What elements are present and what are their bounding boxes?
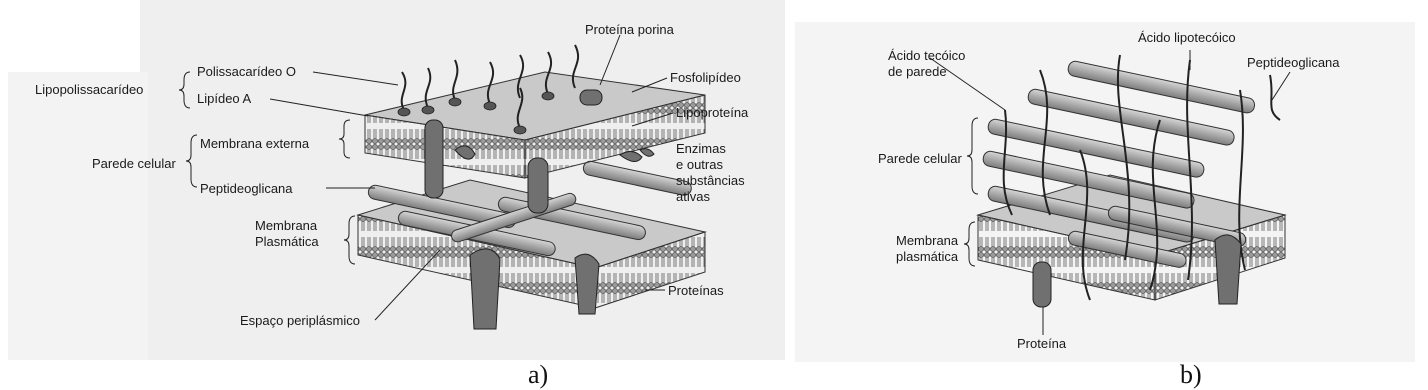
label-lipopolissacarideo: Lipopolissacarídeo (35, 82, 144, 97)
label-fosfolipideo: Fosfolipídeo (670, 70, 741, 85)
label-parede-celular-right: Parede celular (878, 151, 962, 166)
label-espaco-periplasmico: Espaço periplásmico (240, 313, 360, 328)
caption-b: b) (1180, 360, 1202, 389)
label-parede-celular-left: Parede celular (92, 156, 176, 171)
label-acido-teicoico-line1: Ácido tecóico (888, 48, 966, 63)
label-enzimas-line1: Enzimas (676, 141, 726, 156)
label-membrana-plasmatica-line1: Membrana (255, 218, 318, 233)
label-membrana-plasmatica-right-line2: plasmática (896, 249, 959, 264)
label-polissacarideo-o: Polissacarídeo O (197, 64, 296, 79)
label-proteina-porina: Proteína porina (585, 22, 674, 37)
label-acido-lipoteicoico: Ácido lipotecóico (1138, 30, 1236, 45)
label-lipoproteina: Lipoproteína (676, 105, 749, 120)
label-membrana-externa: Membrana externa (200, 136, 310, 151)
label-peptideoglicana-left: Peptideoglicana (200, 181, 293, 196)
label-lipideo-a: Lipídeo A (197, 91, 252, 106)
label-enzimas-line4: ativas (676, 189, 710, 204)
label-acido-teicoico-line2: de parede (888, 64, 947, 79)
label-membrana-plasmatica-right-line1: Membrana (896, 233, 959, 248)
label-peptideoglicana-right: Peptideoglicana (1247, 55, 1340, 70)
caption-a: a) (528, 360, 549, 389)
label-enzimas-line2: e outras (676, 157, 723, 172)
label-membrana-plasmatica-line2: Plasmática (255, 234, 319, 249)
label-proteina-right: Proteína (1017, 336, 1067, 351)
label-proteinas: Proteínas (668, 283, 724, 298)
label-enzimas-line3: substâncias (676, 173, 745, 188)
